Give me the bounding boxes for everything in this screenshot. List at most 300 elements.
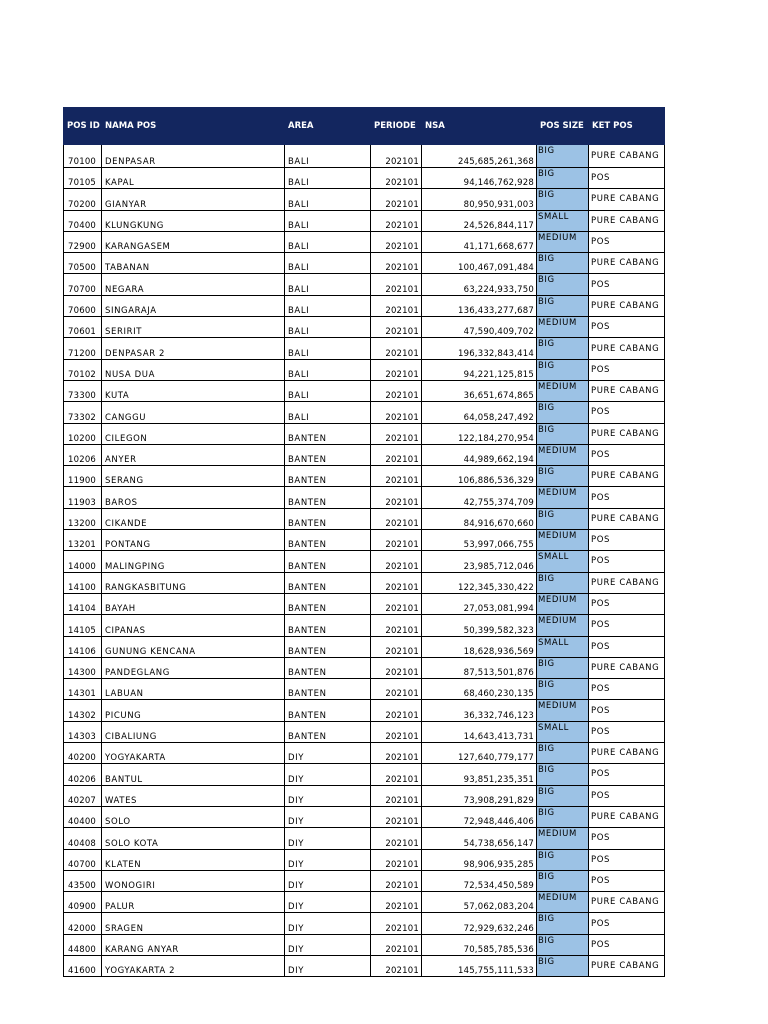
cell-nama-pos[interactable]: DENPASAR 2 — [102, 338, 285, 359]
cell-periode[interactable]: 202101 — [371, 508, 422, 529]
cell-nama-pos[interactable]: SINGARAJA — [102, 295, 285, 316]
cell-nama-pos[interactable]: KUTA — [102, 380, 285, 401]
cell-pos-size[interactable]: BIG — [537, 679, 589, 700]
cell-nama-pos[interactable]: SOLO — [102, 806, 285, 827]
table-row[interactable] — [64, 508, 665, 529]
cell-pos-size[interactable]: SMALL — [537, 636, 589, 657]
table-row[interactable] — [64, 806, 665, 827]
cell-pos-size[interactable]: BIG — [537, 189, 589, 210]
cell-nama-pos[interactable]: BAROS — [102, 487, 285, 508]
cell-pos-size[interactable]: MEDIUM — [537, 892, 589, 913]
cell-periode[interactable]: 202101 — [371, 423, 422, 444]
cell-area[interactable]: DIY — [285, 764, 371, 785]
cell-periode[interactable]: 202101 — [371, 145, 422, 168]
cell-area[interactable]: BALI — [285, 210, 371, 231]
cell-pos-id[interactable]: 70102 — [64, 359, 102, 380]
cell-area[interactable]: BANTEN — [285, 466, 371, 487]
cell-pos-size[interactable]: BIG — [537, 743, 589, 764]
table-row[interactable] — [64, 934, 665, 955]
cell-nsa[interactable]: 36,651,674,865 — [422, 380, 537, 401]
cell-area[interactable]: BANTEN — [285, 423, 371, 444]
cell-nsa[interactable]: 24,526,844,117 — [422, 210, 537, 231]
cell-pos-size[interactable]: BIG — [537, 955, 589, 976]
cell-ket-pos[interactable]: PURE CABANG — [589, 210, 665, 231]
cell-ket-pos[interactable]: POS — [589, 828, 665, 849]
table-row[interactable] — [64, 189, 665, 210]
cell-periode[interactable]: 202101 — [371, 274, 422, 295]
header-nama-pos[interactable]: NAMA POS — [102, 108, 285, 145]
cell-pos-size[interactable]: BIG — [537, 402, 589, 423]
cell-nsa[interactable]: 44,989,662,194 — [422, 444, 537, 465]
cell-ket-pos[interactable]: POS — [589, 636, 665, 657]
cell-pos-id[interactable]: 40400 — [64, 806, 102, 827]
cell-area[interactable]: DIY — [285, 828, 371, 849]
cell-nsa[interactable]: 70,585,785,536 — [422, 934, 537, 955]
cell-nama-pos[interactable]: DENPASAR — [102, 145, 285, 168]
table-row[interactable] — [64, 210, 665, 231]
table-row[interactable] — [64, 466, 665, 487]
cell-nama-pos[interactable]: KARANGASEM — [102, 231, 285, 252]
cell-pos-id[interactable]: 40700 — [64, 849, 102, 870]
cell-periode[interactable]: 202101 — [371, 636, 422, 657]
cell-pos-id[interactable]: 43500 — [64, 870, 102, 891]
header-ket-pos[interactable]: KET POS — [589, 108, 665, 145]
cell-pos-size[interactable]: MEDIUM — [537, 231, 589, 252]
cell-nama-pos[interactable]: CIBALIUNG — [102, 721, 285, 742]
cell-pos-id[interactable]: 14300 — [64, 657, 102, 678]
cell-nama-pos[interactable]: CILEGON — [102, 423, 285, 444]
cell-nsa[interactable]: 93,851,235,351 — [422, 764, 537, 785]
cell-nama-pos[interactable]: BANTUL — [102, 764, 285, 785]
cell-ket-pos[interactable]: POS — [589, 593, 665, 614]
table-row[interactable] — [64, 636, 665, 657]
cell-ket-pos[interactable]: PURE CABANG — [589, 253, 665, 274]
cell-ket-pos[interactable]: PURE CABANG — [589, 657, 665, 678]
table-row[interactable] — [64, 700, 665, 721]
cell-pos-size[interactable]: BIG — [537, 913, 589, 934]
cell-periode[interactable]: 202101 — [371, 806, 422, 827]
cell-periode[interactable]: 202101 — [371, 168, 422, 189]
table-row[interactable] — [64, 168, 665, 189]
cell-ket-pos[interactable]: PURE CABANG — [589, 295, 665, 316]
cell-nama-pos[interactable]: PALUR — [102, 892, 285, 913]
cell-pos-id[interactable]: 70601 — [64, 317, 102, 338]
cell-nsa[interactable]: 64,058,247,492 — [422, 402, 537, 423]
cell-ket-pos[interactable]: POS — [589, 615, 665, 636]
cell-nsa[interactable]: 27,053,081,994 — [422, 593, 537, 614]
cell-ket-pos[interactable]: POS — [589, 849, 665, 870]
table-row[interactable] — [64, 274, 665, 295]
cell-periode[interactable]: 202101 — [371, 913, 422, 934]
cell-area[interactable]: BALI — [285, 380, 371, 401]
cell-pos-id[interactable]: 11903 — [64, 487, 102, 508]
cell-periode[interactable]: 202101 — [371, 828, 422, 849]
table-row[interactable] — [64, 913, 665, 934]
header-area[interactable]: AREA — [285, 108, 371, 145]
cell-periode[interactable]: 202101 — [371, 679, 422, 700]
cell-pos-id[interactable]: 10206 — [64, 444, 102, 465]
cell-periode[interactable]: 202101 — [371, 444, 422, 465]
cell-nsa[interactable]: 122,184,270,954 — [422, 423, 537, 444]
cell-nsa[interactable]: 72,929,632,246 — [422, 913, 537, 934]
table-row[interactable] — [64, 785, 665, 806]
cell-periode[interactable]: 202101 — [371, 870, 422, 891]
cell-pos-id[interactable]: 40900 — [64, 892, 102, 913]
cell-nsa[interactable]: 18,628,936,569 — [422, 636, 537, 657]
cell-pos-id[interactable]: 41600 — [64, 955, 102, 976]
cell-pos-size[interactable]: BIG — [537, 145, 589, 168]
cell-pos-size[interactable]: SMALL — [537, 721, 589, 742]
cell-periode[interactable]: 202101 — [371, 700, 422, 721]
cell-pos-id[interactable]: 14302 — [64, 700, 102, 721]
cell-nama-pos[interactable]: WATES — [102, 785, 285, 806]
cell-periode[interactable]: 202101 — [371, 721, 422, 742]
cell-area[interactable]: BANTEN — [285, 679, 371, 700]
cell-pos-size[interactable]: MEDIUM — [537, 615, 589, 636]
cell-nama-pos[interactable]: NUSA DUA — [102, 359, 285, 380]
cell-area[interactable]: BANTEN — [285, 530, 371, 551]
cell-periode[interactable]: 202101 — [371, 530, 422, 551]
cell-pos-size[interactable]: BIG — [537, 253, 589, 274]
cell-nama-pos[interactable]: YOGYAKARTA — [102, 743, 285, 764]
cell-ket-pos[interactable]: POS — [589, 359, 665, 380]
cell-pos-size[interactable]: BIG — [537, 764, 589, 785]
header-pos-id[interactable]: POS ID — [64, 108, 102, 145]
cell-periode[interactable]: 202101 — [371, 892, 422, 913]
cell-pos-id[interactable]: 11900 — [64, 466, 102, 487]
cell-area[interactable]: DIY — [285, 785, 371, 806]
table-row[interactable] — [64, 444, 665, 465]
cell-pos-id[interactable]: 40206 — [64, 764, 102, 785]
cell-pos-size[interactable]: BIG — [537, 572, 589, 593]
cell-nsa[interactable]: 50,399,582,323 — [422, 615, 537, 636]
cell-pos-id[interactable]: 14000 — [64, 551, 102, 572]
cell-ket-pos[interactable]: POS — [589, 317, 665, 338]
cell-nama-pos[interactable]: KLUNGKUNG — [102, 210, 285, 231]
cell-pos-id[interactable]: 70700 — [64, 274, 102, 295]
cell-pos-size[interactable]: MEDIUM — [537, 530, 589, 551]
cell-ket-pos[interactable]: PURE CABANG — [589, 892, 665, 913]
cell-pos-size[interactable]: BIG — [537, 338, 589, 359]
cell-ket-pos[interactable]: POS — [589, 785, 665, 806]
cell-nsa[interactable]: 41,171,668,677 — [422, 231, 537, 252]
cell-nama-pos[interactable]: BAYAH — [102, 593, 285, 614]
cell-pos-id[interactable]: 13200 — [64, 508, 102, 529]
table-row[interactable] — [64, 231, 665, 252]
cell-ket-pos[interactable]: PURE CABANG — [589, 806, 665, 827]
cell-pos-size[interactable]: BIG — [537, 806, 589, 827]
cell-pos-size[interactable]: BIG — [537, 657, 589, 678]
cell-periode[interactable]: 202101 — [371, 849, 422, 870]
table-row[interactable] — [64, 380, 665, 401]
cell-periode[interactable]: 202101 — [371, 189, 422, 210]
cell-area[interactable]: DIY — [285, 806, 371, 827]
cell-periode[interactable]: 202101 — [371, 338, 422, 359]
cell-pos-id[interactable]: 73302 — [64, 402, 102, 423]
cell-nama-pos[interactable]: CIKANDE — [102, 508, 285, 529]
table-row[interactable] — [64, 317, 665, 338]
cell-pos-size[interactable]: MEDIUM — [537, 317, 589, 338]
table-row[interactable] — [64, 764, 665, 785]
table-row[interactable] — [64, 828, 665, 849]
cell-pos-size[interactable]: BIG — [537, 934, 589, 955]
cell-nsa[interactable]: 68,460,230,135 — [422, 679, 537, 700]
cell-periode[interactable]: 202101 — [371, 955, 422, 976]
cell-area[interactable]: BALI — [285, 189, 371, 210]
cell-pos-id[interactable]: 13201 — [64, 530, 102, 551]
table-row[interactable] — [64, 145, 665, 168]
cell-nama-pos[interactable]: GIANYAR — [102, 189, 285, 210]
cell-ket-pos[interactable]: POS — [589, 679, 665, 700]
cell-nama-pos[interactable]: RANGKASBITUNG — [102, 572, 285, 593]
cell-pos-id[interactable]: 10200 — [64, 423, 102, 444]
cell-pos-id[interactable]: 70100 — [64, 145, 102, 168]
table-row[interactable] — [64, 849, 665, 870]
table-row[interactable] — [64, 955, 665, 976]
cell-area[interactable]: BANTEN — [285, 636, 371, 657]
cell-pos-id[interactable]: 70400 — [64, 210, 102, 231]
cell-periode[interactable]: 202101 — [371, 657, 422, 678]
cell-pos-size[interactable]: MEDIUM — [537, 593, 589, 614]
cell-nsa[interactable]: 53,997,066,755 — [422, 530, 537, 551]
cell-pos-size[interactable]: BIG — [537, 295, 589, 316]
cell-nsa[interactable]: 63,224,933,750 — [422, 274, 537, 295]
cell-pos-size[interactable]: BIG — [537, 785, 589, 806]
cell-nsa[interactable]: 100,467,091,484 — [422, 253, 537, 274]
cell-nama-pos[interactable]: SRAGEN — [102, 913, 285, 934]
table-row[interactable] — [64, 551, 665, 572]
table-row[interactable] — [64, 487, 665, 508]
cell-pos-id[interactable]: 40408 — [64, 828, 102, 849]
cell-ket-pos[interactable]: POS — [589, 934, 665, 955]
table-row[interactable] — [64, 572, 665, 593]
cell-periode[interactable]: 202101 — [371, 551, 422, 572]
cell-nsa[interactable]: 127,640,779,177 — [422, 743, 537, 764]
cell-periode[interactable]: 202101 — [371, 317, 422, 338]
cell-ket-pos[interactable]: POS — [589, 700, 665, 721]
cell-nsa[interactable]: 94,221,125,815 — [422, 359, 537, 380]
table-row[interactable] — [64, 338, 665, 359]
cell-nama-pos[interactable]: NEGARA — [102, 274, 285, 295]
cell-nsa[interactable]: 87,513,501,876 — [422, 657, 537, 678]
header-nsa[interactable]: NSA — [422, 108, 537, 145]
cell-area[interactable]: DIY — [285, 743, 371, 764]
cell-periode[interactable]: 202101 — [371, 487, 422, 508]
cell-pos-size[interactable]: BIG — [537, 508, 589, 529]
table-row[interactable] — [64, 402, 665, 423]
cell-periode[interactable]: 202101 — [371, 764, 422, 785]
cell-pos-size[interactable]: BIG — [537, 359, 589, 380]
cell-nsa[interactable]: 14,643,413,731 — [422, 721, 537, 742]
cell-pos-size[interactable]: MEDIUM — [537, 828, 589, 849]
table-row[interactable] — [64, 593, 665, 614]
cell-area[interactable]: BANTEN — [285, 700, 371, 721]
table-row[interactable] — [64, 657, 665, 678]
cell-pos-id[interactable]: 42000 — [64, 913, 102, 934]
cell-nama-pos[interactable]: PONTANG — [102, 530, 285, 551]
cell-ket-pos[interactable]: POS — [589, 870, 665, 891]
cell-periode[interactable]: 202101 — [371, 231, 422, 252]
cell-pos-size[interactable]: BIG — [537, 466, 589, 487]
cell-area[interactable]: BALI — [285, 359, 371, 380]
cell-periode[interactable]: 202101 — [371, 934, 422, 955]
cell-nsa[interactable]: 54,738,656,147 — [422, 828, 537, 849]
cell-pos-size[interactable]: BIG — [537, 423, 589, 444]
table-row[interactable] — [64, 743, 665, 764]
cell-pos-id[interactable]: 14105 — [64, 615, 102, 636]
cell-periode[interactable]: 202101 — [371, 295, 422, 316]
cell-nama-pos[interactable]: PANDEGLANG — [102, 657, 285, 678]
cell-periode[interactable]: 202101 — [371, 380, 422, 401]
cell-area[interactable]: BANTEN — [285, 593, 371, 614]
cell-ket-pos[interactable]: PURE CABANG — [589, 508, 665, 529]
cell-nsa[interactable]: 36,332,746,123 — [422, 700, 537, 721]
cell-ket-pos[interactable]: POS — [589, 913, 665, 934]
table-row[interactable] — [64, 530, 665, 551]
cell-area[interactable]: BALI — [285, 402, 371, 423]
cell-periode[interactable]: 202101 — [371, 743, 422, 764]
table-row[interactable] — [64, 423, 665, 444]
cell-nsa[interactable]: 196,332,843,414 — [422, 338, 537, 359]
cell-nama-pos[interactable]: LABUAN — [102, 679, 285, 700]
cell-ket-pos[interactable]: PURE CABANG — [589, 572, 665, 593]
cell-pos-id[interactable]: 72900 — [64, 231, 102, 252]
cell-area[interactable]: BANTEN — [285, 551, 371, 572]
cell-area[interactable]: BALI — [285, 145, 371, 168]
cell-periode[interactable]: 202101 — [371, 210, 422, 231]
cell-pos-size[interactable]: BIG — [537, 870, 589, 891]
cell-periode[interactable]: 202101 — [371, 572, 422, 593]
cell-nama-pos[interactable]: KAPAL — [102, 168, 285, 189]
cell-ket-pos[interactable]: POS — [589, 764, 665, 785]
cell-nama-pos[interactable]: SOLO KOTA — [102, 828, 285, 849]
cell-nsa[interactable]: 122,345,330,422 — [422, 572, 537, 593]
cell-ket-pos[interactable]: POS — [589, 444, 665, 465]
cell-area[interactable]: BALI — [285, 338, 371, 359]
cell-nama-pos[interactable]: TABANAN — [102, 253, 285, 274]
cell-ket-pos[interactable]: POS — [589, 530, 665, 551]
cell-ket-pos[interactable]: POS — [589, 487, 665, 508]
cell-area[interactable]: BANTEN — [285, 615, 371, 636]
cell-pos-id[interactable]: 70500 — [64, 253, 102, 274]
cell-area[interactable]: BANTEN — [285, 444, 371, 465]
cell-nsa[interactable]: 42,755,374,709 — [422, 487, 537, 508]
cell-nsa[interactable]: 98,906,935,285 — [422, 849, 537, 870]
cell-periode[interactable]: 202101 — [371, 402, 422, 423]
cell-nsa[interactable]: 73,908,291,829 — [422, 785, 537, 806]
cell-area[interactable]: BALI — [285, 253, 371, 274]
cell-nama-pos[interactable]: WONOGIRI — [102, 870, 285, 891]
cell-ket-pos[interactable]: PURE CABANG — [589, 189, 665, 210]
table-row[interactable] — [64, 615, 665, 636]
cell-nsa[interactable]: 94,146,762,928 — [422, 168, 537, 189]
cell-nsa[interactable]: 245,685,261,368 — [422, 145, 537, 168]
cell-nsa[interactable]: 47,590,409,702 — [422, 317, 537, 338]
cell-pos-id[interactable]: 70105 — [64, 168, 102, 189]
table-row[interactable] — [64, 870, 665, 891]
table-row[interactable] — [64, 679, 665, 700]
cell-ket-pos[interactable]: PURE CABANG — [589, 955, 665, 976]
cell-pos-size[interactable]: MEDIUM — [537, 700, 589, 721]
cell-pos-size[interactable]: MEDIUM — [537, 487, 589, 508]
header-periode[interactable]: PERIODE — [371, 108, 422, 145]
cell-nama-pos[interactable]: PICUNG — [102, 700, 285, 721]
cell-ket-pos[interactable]: POS — [589, 402, 665, 423]
cell-area[interactable]: BANTEN — [285, 487, 371, 508]
cell-pos-id[interactable]: 14303 — [64, 721, 102, 742]
cell-periode[interactable]: 202101 — [371, 615, 422, 636]
cell-pos-id[interactable]: 70600 — [64, 295, 102, 316]
header-pos-size[interactable]: POS SIZE — [537, 108, 589, 145]
cell-pos-size[interactable]: SMALL — [537, 210, 589, 231]
table-row[interactable] — [64, 721, 665, 742]
cell-ket-pos[interactable]: PURE CABANG — [589, 743, 665, 764]
cell-area[interactable]: DIY — [285, 892, 371, 913]
cell-pos-id[interactable]: 14301 — [64, 679, 102, 700]
cell-area[interactable]: BALI — [285, 295, 371, 316]
cell-nsa[interactable]: 72,948,446,406 — [422, 806, 537, 827]
cell-area[interactable]: BALI — [285, 274, 371, 295]
cell-periode[interactable]: 202101 — [371, 466, 422, 487]
cell-ket-pos[interactable]: POS — [589, 551, 665, 572]
cell-pos-size[interactable]: BIG — [537, 274, 589, 295]
cell-pos-size[interactable]: SMALL — [537, 551, 589, 572]
cell-area[interactable]: BANTEN — [285, 657, 371, 678]
cell-ket-pos[interactable]: POS — [589, 231, 665, 252]
cell-nsa[interactable]: 72,534,450,589 — [422, 870, 537, 891]
cell-pos-size[interactable]: MEDIUM — [537, 380, 589, 401]
cell-ket-pos[interactable]: PURE CABANG — [589, 423, 665, 444]
cell-area[interactable]: BALI — [285, 168, 371, 189]
cell-nsa[interactable]: 84,916,670,660 — [422, 508, 537, 529]
cell-area[interactable]: DIY — [285, 955, 371, 976]
cell-nsa[interactable]: 145,755,111,533 — [422, 955, 537, 976]
cell-periode[interactable]: 202101 — [371, 253, 422, 274]
cell-area[interactable]: BALI — [285, 231, 371, 252]
cell-nama-pos[interactable]: KARANG ANYAR — [102, 934, 285, 955]
cell-nsa[interactable]: 23,985,712,046 — [422, 551, 537, 572]
cell-pos-size[interactable]: BIG — [537, 168, 589, 189]
cell-pos-id[interactable]: 14106 — [64, 636, 102, 657]
cell-pos-size[interactable]: BIG — [537, 849, 589, 870]
cell-ket-pos[interactable]: PURE CABANG — [589, 145, 665, 168]
cell-periode[interactable]: 202101 — [371, 593, 422, 614]
cell-area[interactable]: BANTEN — [285, 721, 371, 742]
cell-nsa[interactable]: 57,062,083,204 — [422, 892, 537, 913]
cell-nsa[interactable]: 136,433,277,687 — [422, 295, 537, 316]
cell-ket-pos[interactable]: PURE CABANG — [589, 466, 665, 487]
cell-area[interactable]: BALI — [285, 317, 371, 338]
cell-area[interactable]: DIY — [285, 934, 371, 955]
cell-ket-pos[interactable]: POS — [589, 274, 665, 295]
table-row[interactable] — [64, 295, 665, 316]
cell-area[interactable]: BANTEN — [285, 572, 371, 593]
cell-ket-pos[interactable]: POS — [589, 721, 665, 742]
cell-periode[interactable]: 202101 — [371, 785, 422, 806]
cell-nama-pos[interactable]: YOGYAKARTA 2 — [102, 955, 285, 976]
cell-ket-pos[interactable]: POS — [589, 168, 665, 189]
cell-nama-pos[interactable]: CANGGU — [102, 402, 285, 423]
cell-pos-id[interactable]: 44800 — [64, 934, 102, 955]
table-row[interactable] — [64, 892, 665, 913]
cell-nama-pos[interactable]: ANYER — [102, 444, 285, 465]
table-row[interactable] — [64, 359, 665, 380]
cell-area[interactable]: DIY — [285, 913, 371, 934]
cell-pos-id[interactable]: 70200 — [64, 189, 102, 210]
cell-area[interactable]: DIY — [285, 870, 371, 891]
cell-nama-pos[interactable]: KLATEN — [102, 849, 285, 870]
cell-nama-pos[interactable]: MALINGPING — [102, 551, 285, 572]
